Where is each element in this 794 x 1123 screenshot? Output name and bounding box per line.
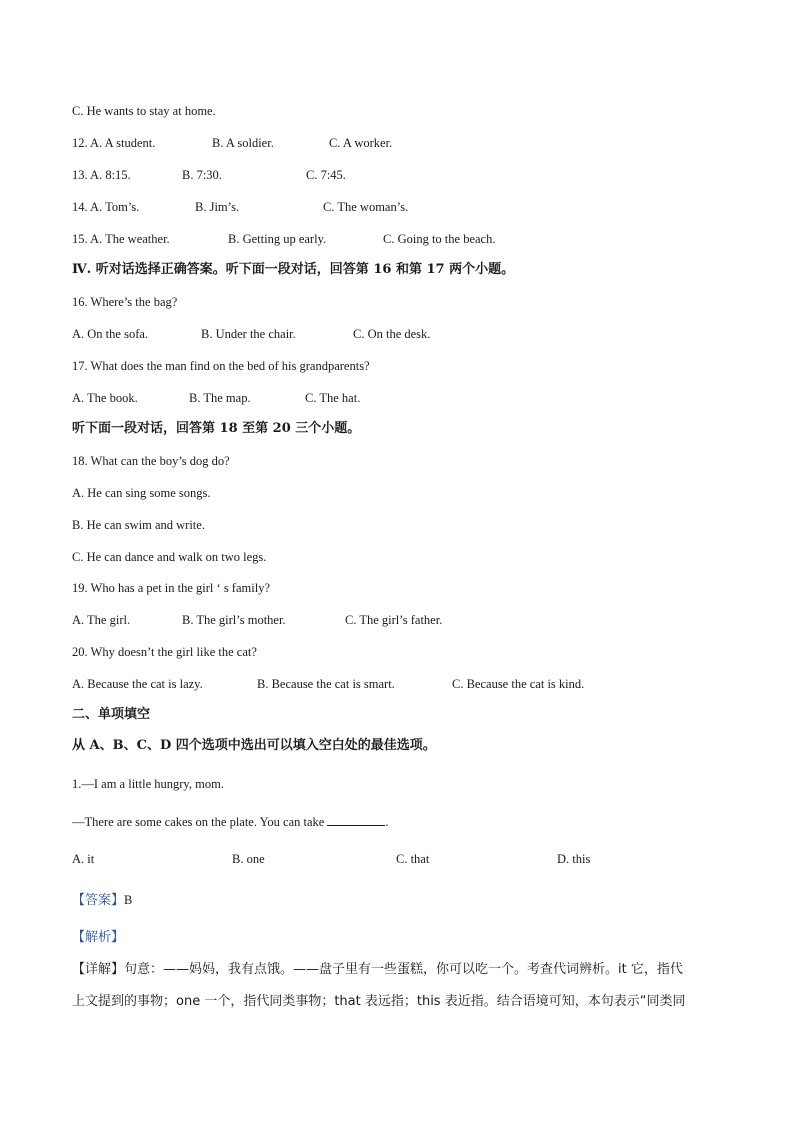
answer-line [72,892,132,909]
mc1-stem-line-1: 1.—I am a little hungry, mom. [72,777,224,791]
q19-option-a: A. The girl. [72,613,131,627]
section-4-heading: Ⅳ. 听对话选择正确答案。听下面一段对话，回答第 16 和第 17 两个小题。 [72,262,515,277]
analysis-label: 【解析】 [72,930,125,945]
q15-option-b: B. Getting up early. [228,232,327,246]
q12-option-b: B. A soldier. [212,136,274,150]
q17-stem: 17. What does the man find on the bed of his grandparents? [72,359,370,373]
answer-label: 【答案】 [72,893,125,908]
detail-line-2: 上文提到的事物；one 一个，指代同类事物；that 表远指；this 表近指。结合语境可知，本句表示“同类同 [72,994,686,1009]
q13-option-c: C. 7:45. [306,168,346,182]
q19-option-b: B. The girl’s mother. [182,613,286,627]
mc1-option-d: D. this [557,852,591,866]
q14-option-c: C. The woman’s. [323,200,409,214]
detail-line-1: 【详解】句意：——妈妈，我有点饿。——盘子里有一些蛋糕，你可以吃一个。考查代词辨析。it 它，指代 [72,962,683,977]
q19-option-c: C. The girl’s father. [345,613,443,627]
part-2-instruction: 从 A、B、C、D 四个选项中选出可以填入空白处的最佳选项。 [72,738,436,753]
q20-option-c: C. Because the cat is kind. [452,677,585,691]
q12-option-a: 12. A. A student. [72,136,156,150]
answer-value: B [124,893,133,907]
q11-option-c: C. He wants to stay at home. [72,104,216,118]
mc1-stem-end: . [385,815,389,829]
q18-option-b: B. He can swim and write. [72,518,205,532]
q16-stem: 16. Where’s the bag? [72,295,178,309]
q17-option-a: A. The book. [72,391,138,405]
mc1-option-a: A. it [72,852,95,866]
q17-option-c: C. The hat. [305,391,361,405]
mc1-option-c: C. that [396,852,430,866]
analysis-line [72,929,124,946]
mc1-stem-text: —There are some cakes on the plate. You can take [72,815,325,829]
section-4-subheading: 听下面一段对话，回答第 18 至第 20 三个小题。 [72,421,361,436]
q20-option-a: A. Because the cat is lazy. [72,677,203,691]
q12-option-c: C. A worker. [329,136,393,150]
mc1-option-b: B. one [232,852,265,866]
q18-option-c: C. He can dance and walk on two legs. [72,550,267,564]
q14-option-a: 14. A. Tom’s. [72,200,140,214]
q13-option-b: B. 7:30. [182,168,222,182]
q15-option-c: C. Going to the beach. [383,232,496,246]
part-2-heading: 二、单项填空 [72,707,151,722]
q16-option-b: B. Under the chair. [201,327,296,341]
q16-option-a: A. On the sofa. [72,327,149,341]
q15-option-a: 15. A. The weather. [72,232,170,246]
mc1-stem-line-2 [72,814,389,830]
q19-stem: 19. Who has a pet in the girl ‘ s family? [72,581,270,595]
q13-option-a: 13. A. 8:15. [72,168,131,182]
q17-option-b: B. The map. [189,391,251,405]
q18-stem: 18. What can the boy’s dog do? [72,454,230,468]
q20-stem: 20. Why doesn’t the girl like the cat? [72,645,257,659]
q18-option-a: A. He can sing some songs. [72,486,211,500]
q20-option-b: B. Because the cat is smart. [257,677,395,691]
mc1-answer-blank [327,814,385,826]
q14-option-b: B. Jim’s. [195,200,240,214]
q16-option-c: C. On the desk. [353,327,431,341]
